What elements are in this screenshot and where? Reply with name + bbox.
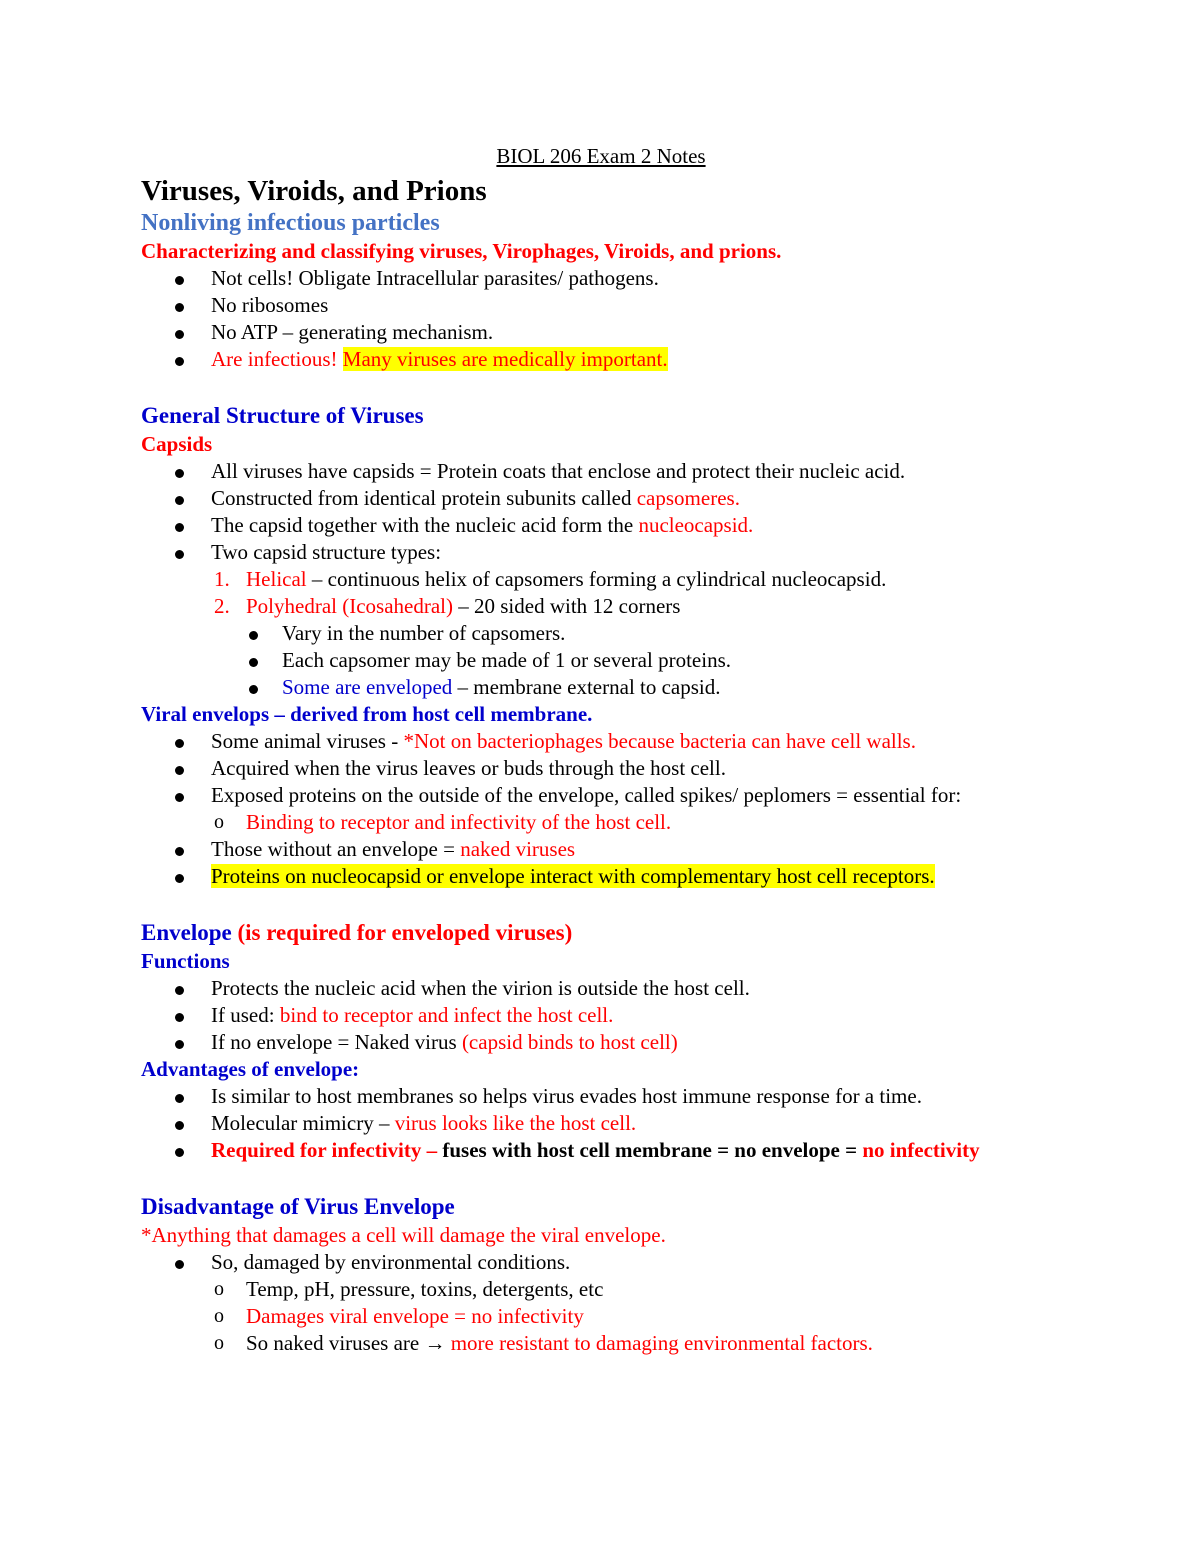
bullet-icon xyxy=(175,303,184,312)
bullet-icon xyxy=(175,276,184,285)
list-item: So, damaged by environmental conditions. xyxy=(141,1249,1061,1276)
subsection-heading-viral-envelops: Viral envelops – derived from host cell membrane. xyxy=(141,702,593,726)
document-title: BIOL 206 Exam 2 Notes xyxy=(496,144,706,168)
highlighted-text: Proteins on nucleocapsid or envelope interact with complementary host cell receptors. xyxy=(211,864,935,888)
section-heading-general-structure: General Structure of Viruses xyxy=(141,403,424,428)
bullet-icon xyxy=(249,631,258,640)
bullet-icon xyxy=(175,357,184,366)
document-page xyxy=(141,140,1061,1357)
subsection-heading-functions: Functions xyxy=(141,949,230,973)
main-heading: Viruses, Viroids, and Prions xyxy=(141,175,487,207)
bullet-icon xyxy=(249,685,258,694)
list-item: o Binding to receptor and infectivity of the host cell. xyxy=(214,810,672,834)
bullet-list-disadvantage xyxy=(141,1249,1061,1357)
list-item: o Temp, pH, pressure, toxins, detergents, etc xyxy=(214,1277,604,1301)
section-heading-characterizing: Characterizing and classifying viruses, Virophages, Viroids, and prions. xyxy=(141,239,782,263)
bullet-icon xyxy=(175,1040,184,1049)
bullet-list-characterizing xyxy=(141,265,1061,373)
list-item: Acquired when the virus leaves or buds through the host cell. xyxy=(141,755,1061,782)
bullet-icon xyxy=(175,523,184,532)
list-item: o Damages viral envelope = no infectivity xyxy=(214,1304,584,1328)
bullet-icon xyxy=(175,766,184,775)
list-item: Are infectious! Many viruses are medically important. xyxy=(141,346,1061,373)
bullet-icon xyxy=(175,1260,184,1269)
list-item xyxy=(141,863,1061,890)
bullet-icon xyxy=(249,658,258,667)
bullet-icon xyxy=(175,739,184,748)
note-text: *Anything that damages a cell will damage the viral envelope. xyxy=(141,1223,666,1247)
list-item: Each capsomer may be made of 1 or several proteins. xyxy=(141,647,1061,674)
circle-bullet-icon: o xyxy=(214,811,224,833)
list-item: o So naked viruses are → more resistant to damaging environmental factors. xyxy=(214,1331,873,1355)
arrow-right-icon: → xyxy=(424,1331,446,1355)
bullet-icon xyxy=(175,874,184,883)
bullet-list-viral-envelops xyxy=(141,728,1061,890)
list-item: Molecular mimicry – virus looks like the host cell. xyxy=(141,1110,1061,1137)
list-item: Those without an envelope = naked viruses xyxy=(141,836,1061,863)
section-heading-disadvantage: Disadvantage of Virus Envelope xyxy=(141,1194,455,1219)
list-item: If no envelope = Naked virus (capsid binds to host cell) xyxy=(141,1029,1061,1056)
bullet-icon xyxy=(175,1094,184,1103)
bullet-icon xyxy=(175,1121,184,1130)
bullet-icon xyxy=(175,986,184,995)
list-item: Protects the nucleic acid when the virion is outside the host cell. xyxy=(141,975,1061,1002)
subsection-heading-capsids: Capsids xyxy=(141,432,213,456)
circle-bullet-icon: o xyxy=(214,1332,224,1354)
list-item: Not cells! Obligate Intracellular parasites/ pathogens. xyxy=(141,265,1061,292)
bullet-list-advantages xyxy=(141,1083,1061,1164)
subsection-heading-advantages: Advantages of envelope: xyxy=(141,1057,360,1081)
list-item: Two capsid structure types: xyxy=(141,539,1061,566)
circle-bullet-icon: o xyxy=(214,1278,224,1300)
circle-bullet-icon: o xyxy=(214,1305,224,1327)
bullet-icon xyxy=(175,847,184,856)
numbered-item: 1. Helical – continuous helix of capsomers forming a cylindrical nucleocapsid. xyxy=(214,567,887,591)
bullet-icon xyxy=(175,496,184,505)
list-item: Is similar to host membranes so helps virus evades host immune response for a time. xyxy=(141,1083,1061,1110)
bullet-icon xyxy=(175,1148,184,1157)
bullet-icon xyxy=(175,469,184,478)
bullet-list-capsids xyxy=(141,458,1061,701)
numbered-item: 2. Polyhedral (Icosahedral) – 20 sided with 12 corners xyxy=(214,594,681,618)
bullet-icon xyxy=(175,1013,184,1022)
list-item: Required for infectivity – fuses with host cell membrane = no envelope = no infectivity xyxy=(141,1137,1061,1164)
list-item: Exposed proteins on the outside of the envelope, called spikes/ peplomers = essential for: xyxy=(141,782,1061,809)
list-item: No ribosomes xyxy=(141,292,1061,319)
bullet-list-functions xyxy=(141,975,1061,1056)
highlighted-text: Many viruses are medically important. xyxy=(342,347,668,371)
bullet-icon xyxy=(175,550,184,559)
list-item: Some animal viruses - *Not on bacteriophages because bacteria can have cell walls. xyxy=(141,728,1061,755)
list-item: If used: bind to receptor and infect the host cell. xyxy=(141,1002,1061,1029)
list-item: Vary in the number of capsomers. xyxy=(141,620,1061,647)
bullet-icon xyxy=(175,330,184,339)
bullet-icon xyxy=(175,793,184,802)
list-item: The capsid together with the nucleic acid form the nucleocapsid. xyxy=(141,512,1061,539)
list-item: Some are enveloped – membrane external to capsid. xyxy=(141,674,1061,701)
list-item: All viruses have capsids = Protein coats that enclose and protect their nucleic acid. xyxy=(141,458,1061,485)
list-item: Constructed from identical protein subunits called capsomeres. xyxy=(141,485,1061,512)
section-heading-envelope: Envelope (is required for enveloped viruses) xyxy=(141,920,573,945)
list-item: No ATP – generating mechanism. xyxy=(141,319,1061,346)
subheading: Nonliving infectious particles xyxy=(141,210,440,236)
